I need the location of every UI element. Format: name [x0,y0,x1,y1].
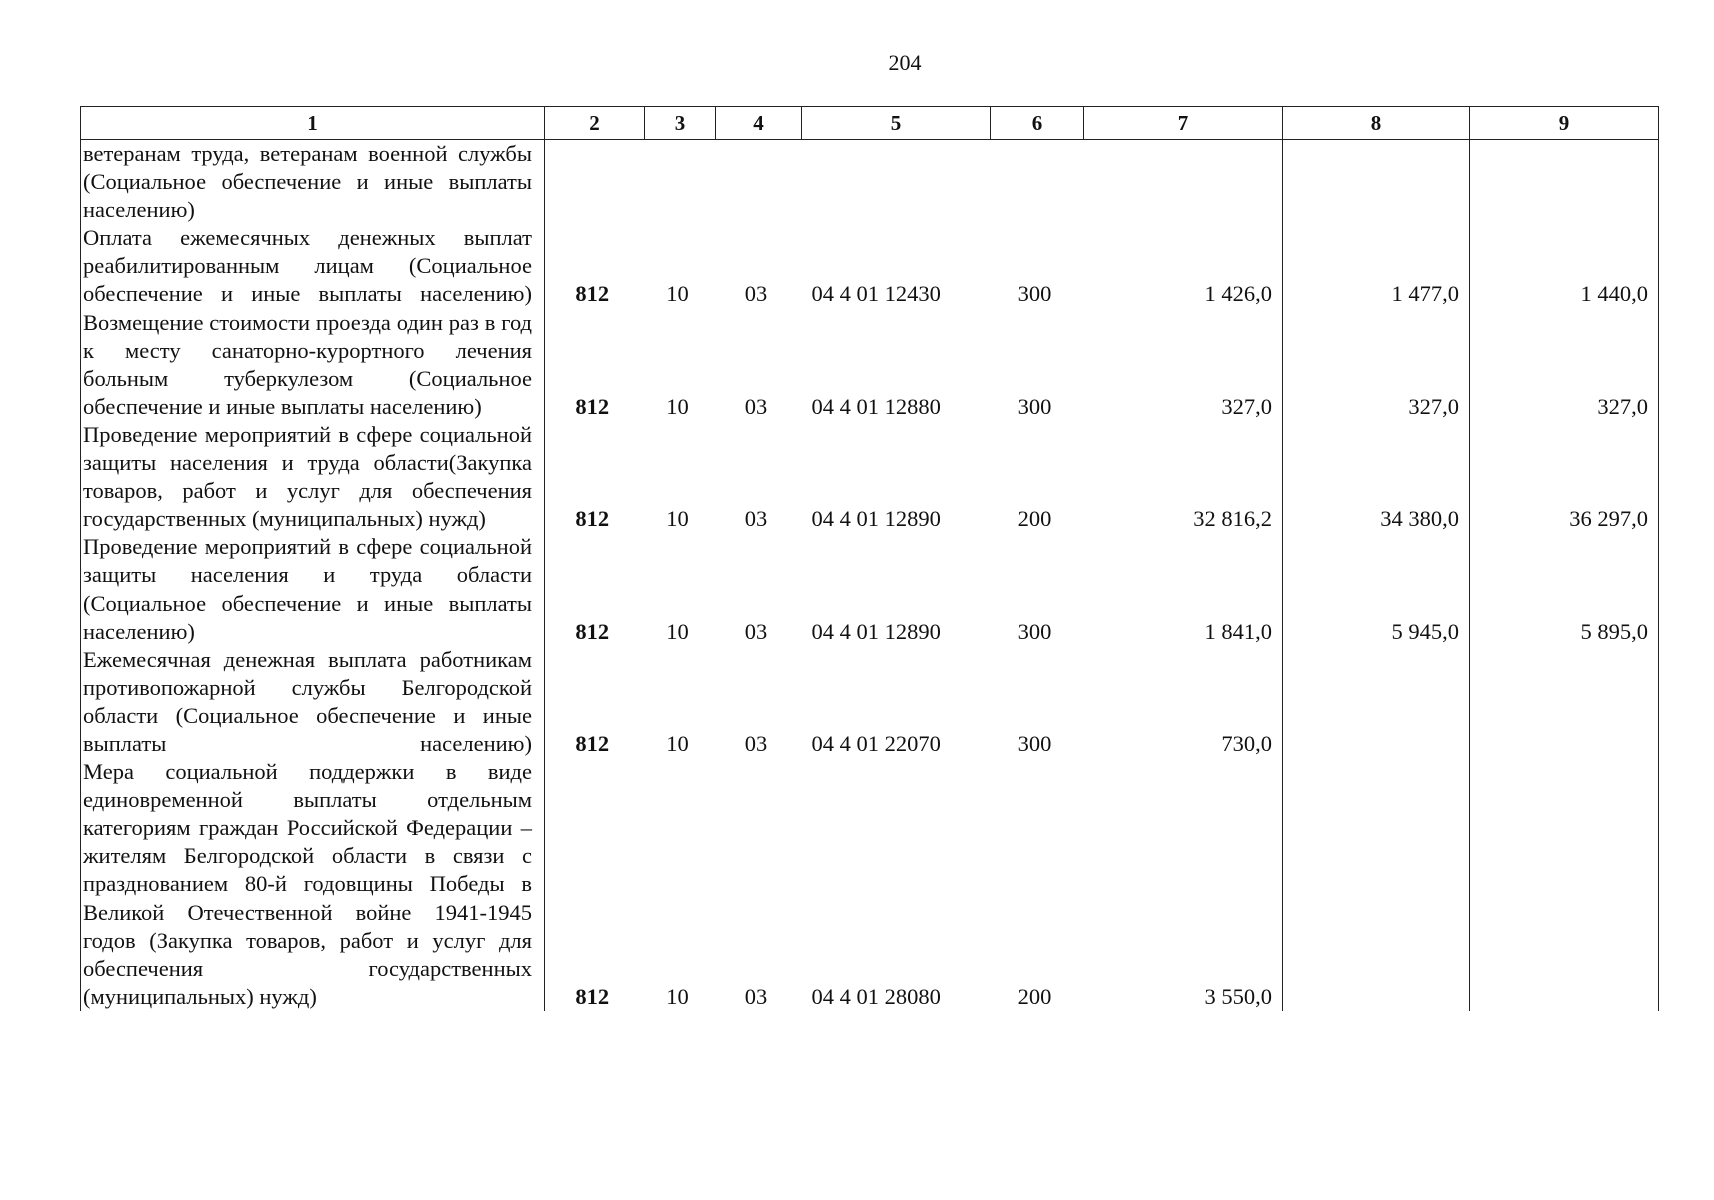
cell-col-5: 04 4 01 12890 [811,506,941,532]
cell-col-5: 04 4 01 12880 [811,393,941,419]
cell-col-9: 1 440,0 [1470,224,1659,308]
cell-col-9 [1470,758,1659,1011]
cell-col-4: 03 [744,281,768,307]
page-number: 204 [888,50,922,75]
cell-col-9: 327,0 [1470,309,1659,421]
table-row [81,533,1659,645]
table-row [81,646,1659,758]
cell-col-8 [1283,140,1470,225]
cell-col-2: 812 [575,730,610,756]
row-description: Проведение мероприятий в сфере социальной защиты населения и труда области(Закупка товаров, работ и услуг для обеспечения государственных (муниципальных) нужд) [81,421,545,533]
cell-col-9 [1470,140,1659,225]
row-description: Возмещение стоимости проезда один раз в год к месту санаторно-курортного лечения больным туберкулезом (Социальное обеспечение и иные выплаты населению) [81,309,545,421]
cell-col-7: 1 426,0 [1084,224,1283,308]
row-description: Ежемесячная денежная выплата работникам противопожарной службы Белгородской области (Социальное обеспечение и иные выплаты населению) [81,646,545,758]
column-header-5: 5 [802,107,991,140]
cell-col-8: 5 945,0 [1283,533,1470,645]
cell-col-2: 812 [575,393,610,419]
cell-col-5: 04 4 01 12430 [811,281,941,307]
column-header-4: 4 [716,107,802,140]
column-header-7: 7 [1084,107,1283,140]
cell-col-6: 300 [1017,281,1052,307]
cell-col-3: 10 [666,506,689,532]
table-row [81,309,1659,421]
cell-col-2: 812 [575,506,610,532]
cell-col-8: 327,0 [1283,309,1470,421]
cell-col-9: 5 895,0 [1470,533,1659,645]
cell-col-2: 812 [575,618,610,644]
cell-col-6: 200 [1017,983,1052,1009]
cell-col-6: 200 [1017,506,1052,532]
cell-col-4: 03 [744,506,768,532]
cell-col-7: 327,0 [1084,309,1283,421]
cell-col-7: 3 550,0 [1084,758,1283,1011]
cell-col-2: 812 [575,281,610,307]
cell-col-3: 10 [666,983,689,1009]
cell-col-3: 10 [666,618,689,644]
cell-col-8 [1283,758,1470,1011]
cell-col-3: 10 [666,281,689,307]
cell-col-7 [1084,140,1283,225]
budget-table [80,106,1659,1011]
cell-col-2 [545,140,645,225]
row-description: Мера социальной поддержки в виде единовременной выплаты отдельным категориям граждан Российской Федерации – жителям Белгородской области в связи с празднованием 80-й годовщины Победы в Великой Отечественной войне 1941-1945 годов (Закупка товаров, работ и услуг для обеспечения государственных (муниципальных) нужд) [81,758,545,1011]
table-row [81,758,1659,1011]
cell-col-7: 730,0 [1084,646,1283,758]
cell-col-3: 10 [666,730,689,756]
cell-col-6: 300 [1017,730,1052,756]
table-row [81,140,1659,225]
cell-col-6 [991,140,1084,225]
cell-col-9 [1470,646,1659,758]
table-row [81,421,1659,533]
column-header-9: 9 [1470,107,1659,140]
cell-col-4: 03 [744,730,768,756]
cell-col-5 [802,140,991,225]
cell-col-4: 03 [744,393,768,419]
cell-col-4 [716,140,802,225]
cell-col-4: 03 [744,618,768,644]
cell-col-2: 812 [575,983,610,1009]
cell-col-3 [645,140,716,225]
cell-col-8 [1283,646,1470,758]
cell-col-5: 04 4 01 28080 [811,983,941,1009]
column-header-1: 1 [81,107,545,140]
cell-col-6: 300 [1017,393,1052,419]
row-description: ветеранам труда, ветеранам военной службы (Социальное обеспечение и иные выплаты населению) [81,140,545,225]
column-header-6: 6 [991,107,1084,140]
row-description: Проведение мероприятий в сфере социальной защиты населения и труда области (Социальное обеспечение и иные выплаты населению) [81,533,545,645]
column-header-3: 3 [645,107,716,140]
cell-col-8: 1 477,0 [1283,224,1470,308]
cell-col-5: 04 4 01 22070 [811,730,941,756]
cell-col-3: 10 [666,393,689,419]
cell-col-4: 03 [744,983,768,1009]
row-description: Оплата ежемесячных денежных выплат реабилитированным лицам (Социальное обеспечение и иные выплаты населению) [81,224,545,308]
cell-col-6: 300 [1017,618,1052,644]
column-header-8: 8 [1283,107,1470,140]
cell-col-8: 34 380,0 [1283,421,1470,533]
table-row [81,224,1659,308]
cell-col-5: 04 4 01 12890 [811,618,941,644]
cell-col-9: 36 297,0 [1470,421,1659,533]
header-row [81,107,1659,140]
cell-col-7: 1 841,0 [1084,533,1283,645]
column-header-2: 2 [545,107,645,140]
cell-col-7: 32 816,2 [1084,421,1283,533]
